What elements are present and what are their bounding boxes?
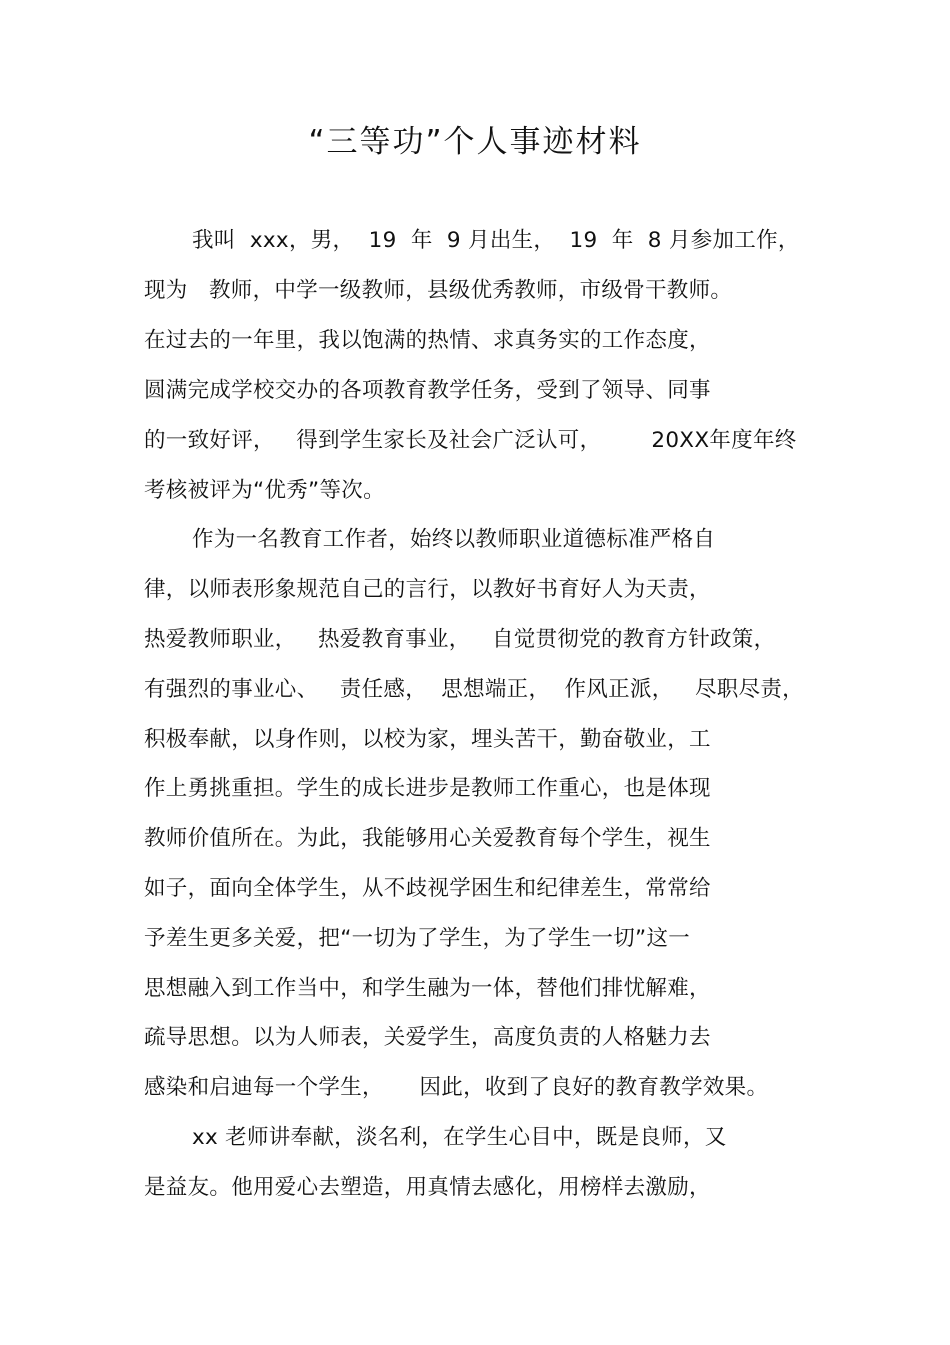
body-line: 热爱教师职业， 热爱教育事业， 自觉贯彻党的教育方针政策， — [144, 627, 776, 652]
body-line: 我叫 xxx，男， 19 年 9 月出生， 19 年 8 月参加工作， — [192, 228, 800, 253]
body-line: 在过去的一年里，我以饱满的热情、求真务实的工作态度， — [144, 328, 711, 353]
document-title: “三等功”个人事迹材料 — [308, 124, 642, 160]
body-line: 有强烈的事业心、 责任感， 思想端正， 作风正派， 尽职尽责， — [144, 677, 804, 702]
body-line: 积极奉献，以身作则，以校为家，埋头苦干，勤奋敬业，工 — [144, 727, 711, 752]
body-line: 圆满完成学校交办的各项教育教学任务，受到了领导、同事 — [144, 378, 711, 403]
body-line: 现为 教师，中学一级教师，县级优秀教师，市级骨干教师。 — [144, 278, 733, 303]
body-line: 教师价值所在。为此，我能够用心关爱教育每个学生，视生 — [144, 826, 711, 851]
body-line: 如子，面向全体学生，从不歧视学困生和纪律差生，常常给 — [144, 876, 711, 901]
body-line: 律，以师表形象规范自己的言行，以教好书育好人为天责， — [144, 577, 711, 602]
body-line: 思想融入到工作当中，和学生融为一体，替他们排忧解难， — [144, 976, 711, 1001]
body-line: 疏导思想。以为人师表，关爱学生，高度负责的人格魅力去 — [144, 1025, 711, 1050]
body-line: xx 老师讲奉献，淡名利，在学生心目中，既是良师，又 — [192, 1125, 727, 1150]
body-line: 作为一名教育工作者，始终以教师职业道德标准严格自 — [192, 527, 716, 552]
body-line: 的一致好评， 得到学生家长及社会广泛认可， 20XX年度年终 — [144, 428, 797, 453]
body-line: 是益友。他用爱心去塑造，用真情去感化，用榜样去激励， — [144, 1175, 711, 1200]
body-line: 感染和启迪每一个学生， 因此，收到了良好的教育教学效果。 — [144, 1075, 769, 1100]
body-line: 考核被评为“优秀”等次。 — [144, 478, 385, 503]
body-line: 作上勇挑重担。学生的成长进步是教师工作重心，也是体现 — [144, 776, 711, 801]
body-line: 予差生更多关爱，把“一切为了学生，为了学生一切”这一 — [144, 926, 691, 951]
